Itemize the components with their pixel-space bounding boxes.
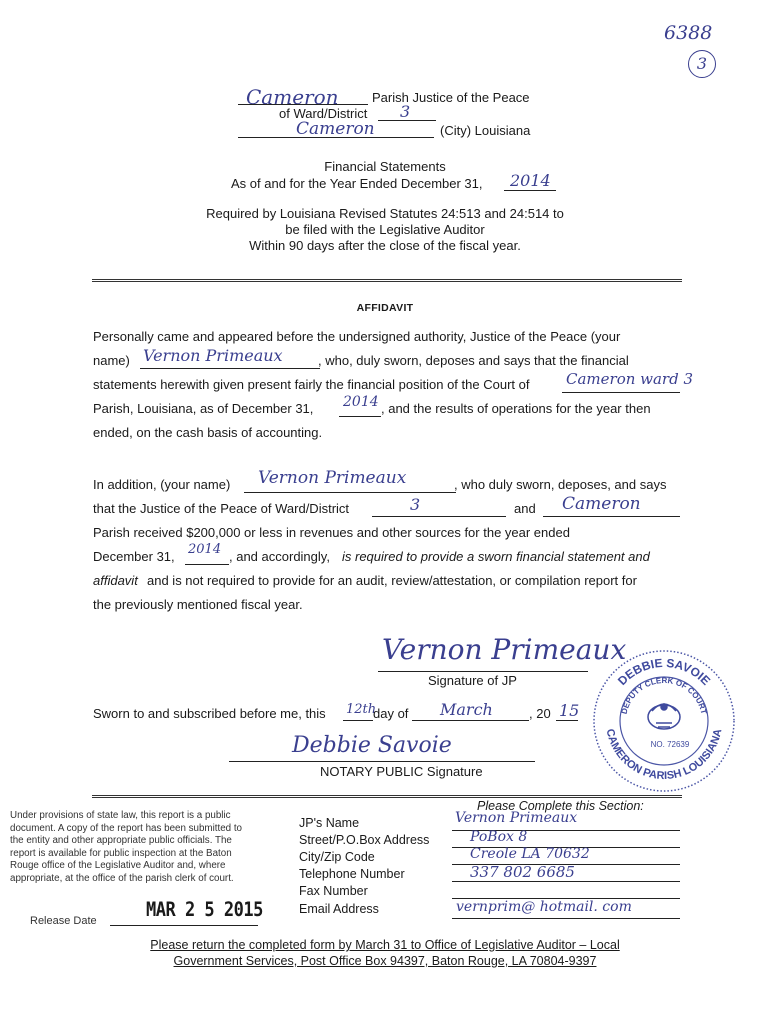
contact-label-name: JP's Name <box>299 816 360 830</box>
notary-seal <box>592 649 736 793</box>
jp-signature: Vernon Primeaux <box>382 633 627 666</box>
sworn-month-line <box>412 720 529 721</box>
affidavit-p1-line2-start: name) <box>93 353 130 368</box>
notice-line-6: appropriate, at the office of the parish clerk of court. <box>10 872 234 884</box>
p2-ward-handwritten: 3 <box>410 495 421 514</box>
required-line-3: Within 90 days after the close of the fiscal year. <box>249 238 521 253</box>
affidavit-p2-line5-end: and is not required to provide for an audit, review/attestation, or compilation report for <box>147 573 637 588</box>
contact-value-phone: 337 802 6685 <box>470 863 575 881</box>
sworn-year-line <box>556 720 578 721</box>
p2-year-line <box>185 564 229 565</box>
p1-year-handwritten: 2014 <box>343 394 379 410</box>
required-line-2: be filed with the Legislative Auditor <box>285 222 485 237</box>
sworn-text-year-prefix: , 20 <box>529 706 551 721</box>
seal-inner-text: DEPUTY CLERK OF COURT <box>619 675 709 716</box>
p2-year-handwritten: 2014 <box>188 542 222 557</box>
affidavit-p2-line4-mid: , and accordingly, <box>229 549 330 564</box>
contact-value-name: Vernon Primeaux <box>455 810 578 826</box>
ward-label: of Ward/District <box>279 106 368 121</box>
jp-name-handwritten: Vernon Primeaux <box>143 346 283 365</box>
court-handwritten: Cameron ward 3 <box>566 370 694 388</box>
notary-signature: Debbie Savoie <box>292 733 452 758</box>
affidavit-p2-line5-start: affidavit <box>93 573 138 588</box>
notice-line-2: document. A copy of the report has been submitted to <box>10 822 243 834</box>
section-divider-bottom <box>92 795 682 798</box>
p1-year-line <box>339 416 381 417</box>
footer-line-1: Please return the completed form by March 31 to Office of Legislative Auditor – Local <box>150 938 620 952</box>
city-line <box>238 137 434 138</box>
court-line <box>562 392 680 393</box>
affidavit-p2-line1-start: In addition, (your name) <box>93 477 231 492</box>
ward-handwritten: 3 <box>400 102 411 121</box>
seal-top-text: DEBBIE SAVOIE <box>615 655 714 688</box>
section-divider-top <box>92 279 682 282</box>
contact-heading: Please Complete this Section: <box>477 799 644 813</box>
release-date-label: Release Date <box>30 915 97 927</box>
city-handwritten: Cameron <box>296 119 375 139</box>
jp-name2-handwritten: Vernon Primeaux <box>258 468 407 488</box>
affidavit-p2-line4-start: December 31, <box>93 549 175 564</box>
sworn-year-handwritten: 15 <box>559 701 580 720</box>
statements-year-label: As of and for the Year Ended December 31, <box>231 176 483 191</box>
contact-label-fax: Fax Number <box>299 884 368 898</box>
affidavit-p1-line4-end: , and the results of operations for the year then <box>381 401 651 416</box>
affidavit-p1-line5: ended, on the cash basis of accounting. <box>93 425 323 440</box>
statements-year-handwritten: 2014 <box>510 171 551 190</box>
jp-name2-line <box>244 492 456 493</box>
seal-number: NO. 72639 <box>650 740 690 749</box>
parish-label: Parish Justice of the Peace <box>372 90 530 105</box>
notary-signature-label: NOTARY PUBLIC Signature <box>320 764 483 779</box>
affidavit-p1-line3: statements herewith given present fairly the financial position of the Court of <box>93 377 530 392</box>
jp-signature-line <box>378 671 588 672</box>
contact-line-phone <box>452 881 680 882</box>
affidavit-p1-line2-end: , who, duly sworn, deposes and says that the financial <box>318 353 629 368</box>
corner-number: 6388 <box>664 22 713 44</box>
seal-outer-ring <box>594 651 734 791</box>
affidavit-p2-line2-start: that the Justice of the Peace of Ward/District <box>93 501 350 516</box>
release-date-stamp: MAR 2 5 2015 <box>146 898 263 922</box>
p2-parish-handwritten: Cameron <box>562 494 641 514</box>
affidavit-p2-line3: Parish received $200,000 or less in revenues and other sources for the year ended <box>93 525 570 540</box>
affidavit-p2-line6: the previously mentioned fiscal year. <box>93 597 303 612</box>
city-label: (City) Louisiana <box>440 123 531 138</box>
contact-value-address: PoBox 8 <box>470 829 528 845</box>
sworn-text-start: Sworn to and subscribed before me, this <box>93 706 326 721</box>
affidavit-p2-and: and <box>514 501 536 516</box>
ward-line <box>378 120 436 121</box>
contact-label-phone: Telephone Number <box>299 867 405 881</box>
statements-title: Financial Statements <box>324 159 446 174</box>
release-date-line <box>110 925 258 926</box>
affidavit-p1-line4-start: Parish, Louisiana, as of December 31, <box>93 401 314 416</box>
sworn-day-line <box>343 720 373 721</box>
seal-bottom-text: CAMERON PARISH LOUISIANA <box>603 727 725 783</box>
p2-parish-line <box>543 516 680 517</box>
p2-ward-line <box>372 516 506 517</box>
circled-digit: 3 <box>696 54 708 73</box>
notary-signature-line <box>229 761 535 762</box>
contact-label-address: Street/P.O.Box Address <box>299 833 430 847</box>
parish-line <box>238 104 368 105</box>
notice-line-1: Under provisions of state law, this report is a public <box>10 810 231 821</box>
statements-year-line <box>504 190 556 191</box>
required-line-1: Required by Louisiana Revised Statutes 24:513 and 24:514 to <box>206 206 564 221</box>
corner-circled-number <box>688 50 716 78</box>
notice-line-4: report is available for public inspection at the Baton <box>10 847 232 859</box>
jp-name-line <box>140 368 320 369</box>
affidavit-p2-line4-end: is required to provide a sworn financial statement and <box>342 549 650 564</box>
public-notice <box>10 810 278 885</box>
sworn-day-handwritten: 12th <box>346 702 377 717</box>
contact-value-email: vernprim@ hotmail. com <box>456 899 632 915</box>
contact-value-cityzip: Creole LA 70632 <box>470 846 590 862</box>
contact-label-cityzip: City/Zip Code <box>299 850 375 864</box>
notice-line-5: Rouge office of the Legislative Auditor and, where <box>10 860 226 871</box>
affidavit-title: AFFIDAVIT <box>356 302 414 314</box>
footer-line-2: Government Services, Post Office Box 94397, Baton Rouge, LA 70804-9397 <box>173 954 597 968</box>
contact-line-email <box>452 918 680 919</box>
parish-handwritten: Cameron <box>246 85 339 109</box>
affidavit-p1-line1: Personally came and appeared before the undersigned authority, Justice of the Peace (your <box>93 329 621 344</box>
pelican-emblem-icon <box>648 704 680 729</box>
contact-label-email: Email Address <box>299 902 379 916</box>
sworn-month-handwritten: March <box>440 700 493 719</box>
sworn-text-mid: day of <box>373 706 409 721</box>
affidavit-p2-line1-end: , who duly sworn, deposes, and says <box>454 477 667 492</box>
notice-line-3: the entity and other appropriate public officials. The <box>10 835 232 846</box>
jp-signature-label: Signature of JP <box>428 673 517 688</box>
